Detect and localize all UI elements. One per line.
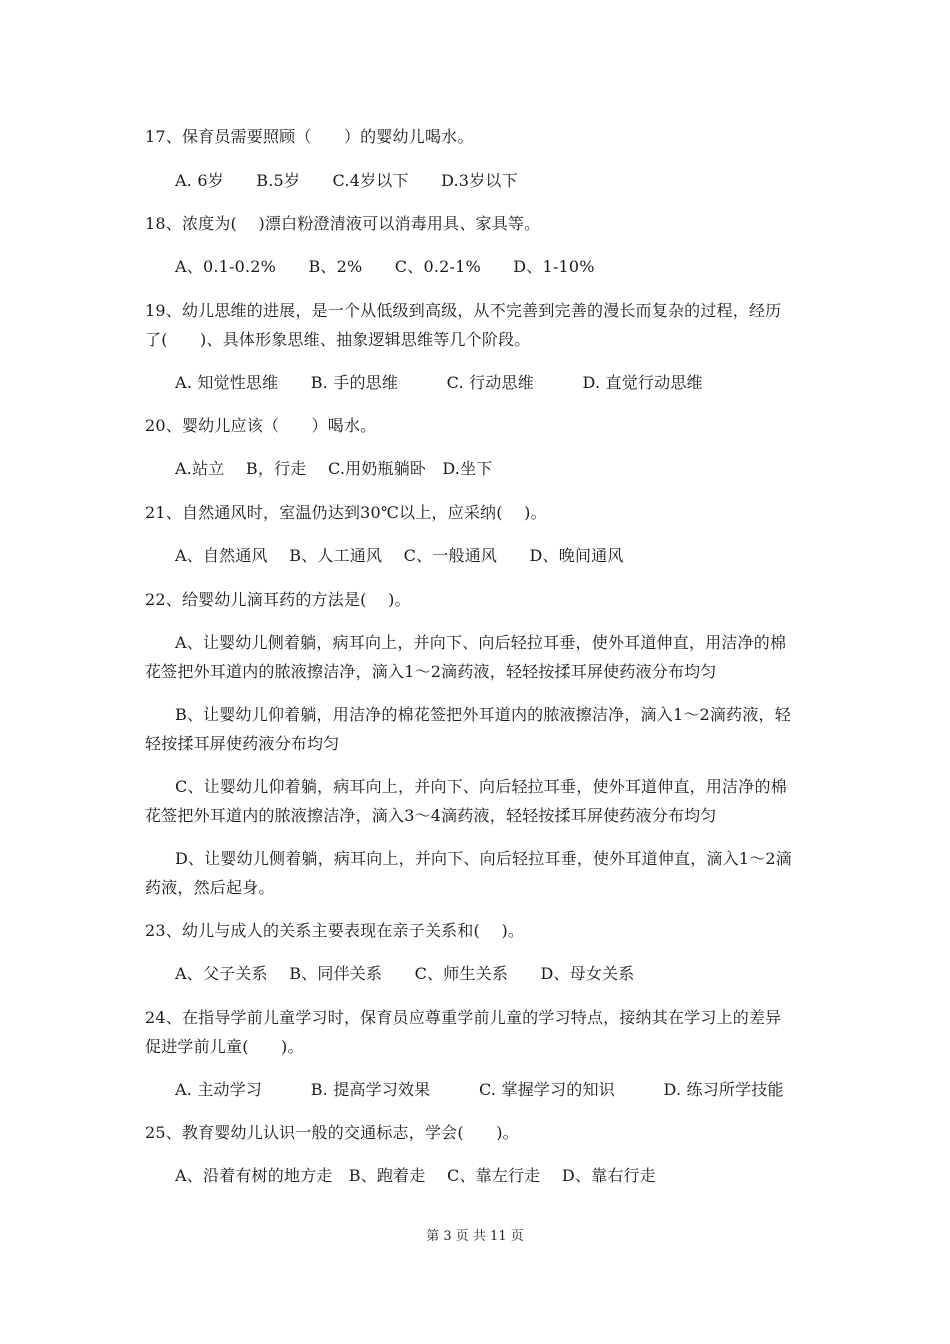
question-20: 20、婴幼儿应该（ ）喝水。 xyxy=(145,416,377,435)
option-22-b: B、让婴幼儿仰着躺，用洁净的棉花签把外耳道内的脓液擦洁净，滴入1～2滴药液，轻 xyxy=(175,705,791,724)
question-19-cont: 了( )、具体形象思维、抽象逻辑思维等几个阶段。 xyxy=(145,330,531,349)
question-17: 17、保育员需要照顾（ ）的婴幼儿喝水。 xyxy=(145,127,474,146)
question-22: 22、给婴幼儿滴耳药的方法是( )。 xyxy=(145,590,411,609)
question-25: 25、教育婴幼儿认识一般的交通标志，学会( )。 xyxy=(145,1123,519,1142)
option-22-d-cont: 药液，然后起身。 xyxy=(145,878,275,897)
question-18: 18、浓度为( )漂白粉澄清液可以消毒用具、家具等。 xyxy=(145,214,541,233)
option-22-d: D、让婴幼儿侧着躺，病耳向上，并向下、向后轻拉耳垂，使外耳道伸直，滴入1～2滴 xyxy=(175,849,792,868)
option-22-b-cont: 轻按揉耳屏使药液分布均匀 xyxy=(145,734,340,753)
question-23: 23、幼儿与成人的关系主要表现在亲子关系和( )。 xyxy=(145,921,525,940)
options-21: A、自然通风 B、人工通风 C、一般通风 D、晚间通风 xyxy=(175,546,624,565)
question-21: 21、自然通风时，室温仍达到30℃以上，应采纳( )。 xyxy=(145,503,547,522)
question-19: 19、幼儿思维的进展，是一个从低级到高级，从不完善到完善的漫长而复杂的过程，经历 xyxy=(145,301,782,320)
page-footer: 第 3 页 共 11 页 xyxy=(426,1229,524,1244)
option-22-c-cont: 花签把外耳道内的脓液擦洁净，滴入3～4滴药液，轻轻按揉耳屏使药液分布均匀 xyxy=(145,806,717,825)
options-19: A. 知觉性思维 B. 手的思维 C. 行动思维 D. 直觉行动思维 xyxy=(175,373,703,392)
options-23: A、父子关系 B、同伴关系 C、师生关系 D、母女关系 xyxy=(175,964,635,983)
options-18: A、0.1-0.2% B、2% C、0.2-1% D、1-10% xyxy=(175,257,595,276)
question-24: 24、在指导学前儿童学习时，保育员应尊重学前儿童的学习特点，接纳其在学习上的差异 xyxy=(145,1008,782,1027)
option-22-c: C、让婴幼儿仰着躺，病耳向上，并向下、向后轻拉耳垂，使外耳道伸直，用洁净的棉 xyxy=(175,777,787,796)
option-22-a-cont: 花签把外耳道内的脓液擦洁净，滴入1～2滴药液，轻轻按揉耳屏使药液分布均匀 xyxy=(145,662,717,681)
options-17: A. 6岁 B.5岁 C.4岁以下 D.3岁以下 xyxy=(175,171,518,190)
option-22-a: A、让婴幼儿侧着躺，病耳向上，并向下、向后轻拉耳垂，使外耳道伸直，用洁净的棉 xyxy=(175,633,787,652)
options-25: A、沿着有树的地方走 B、跑着走 C、靠左行走 D、靠右行走 xyxy=(175,1166,656,1185)
options-24: A. 主动学习 B. 提高学习效果 C. 掌握学习的知识 D. 练习所学技能 xyxy=(175,1080,784,1099)
question-24-cont: 促进学前儿童( )。 xyxy=(145,1037,304,1056)
options-20: A.站立 B，行走 C.用奶瓶躺卧 D.坐下 xyxy=(175,459,493,478)
